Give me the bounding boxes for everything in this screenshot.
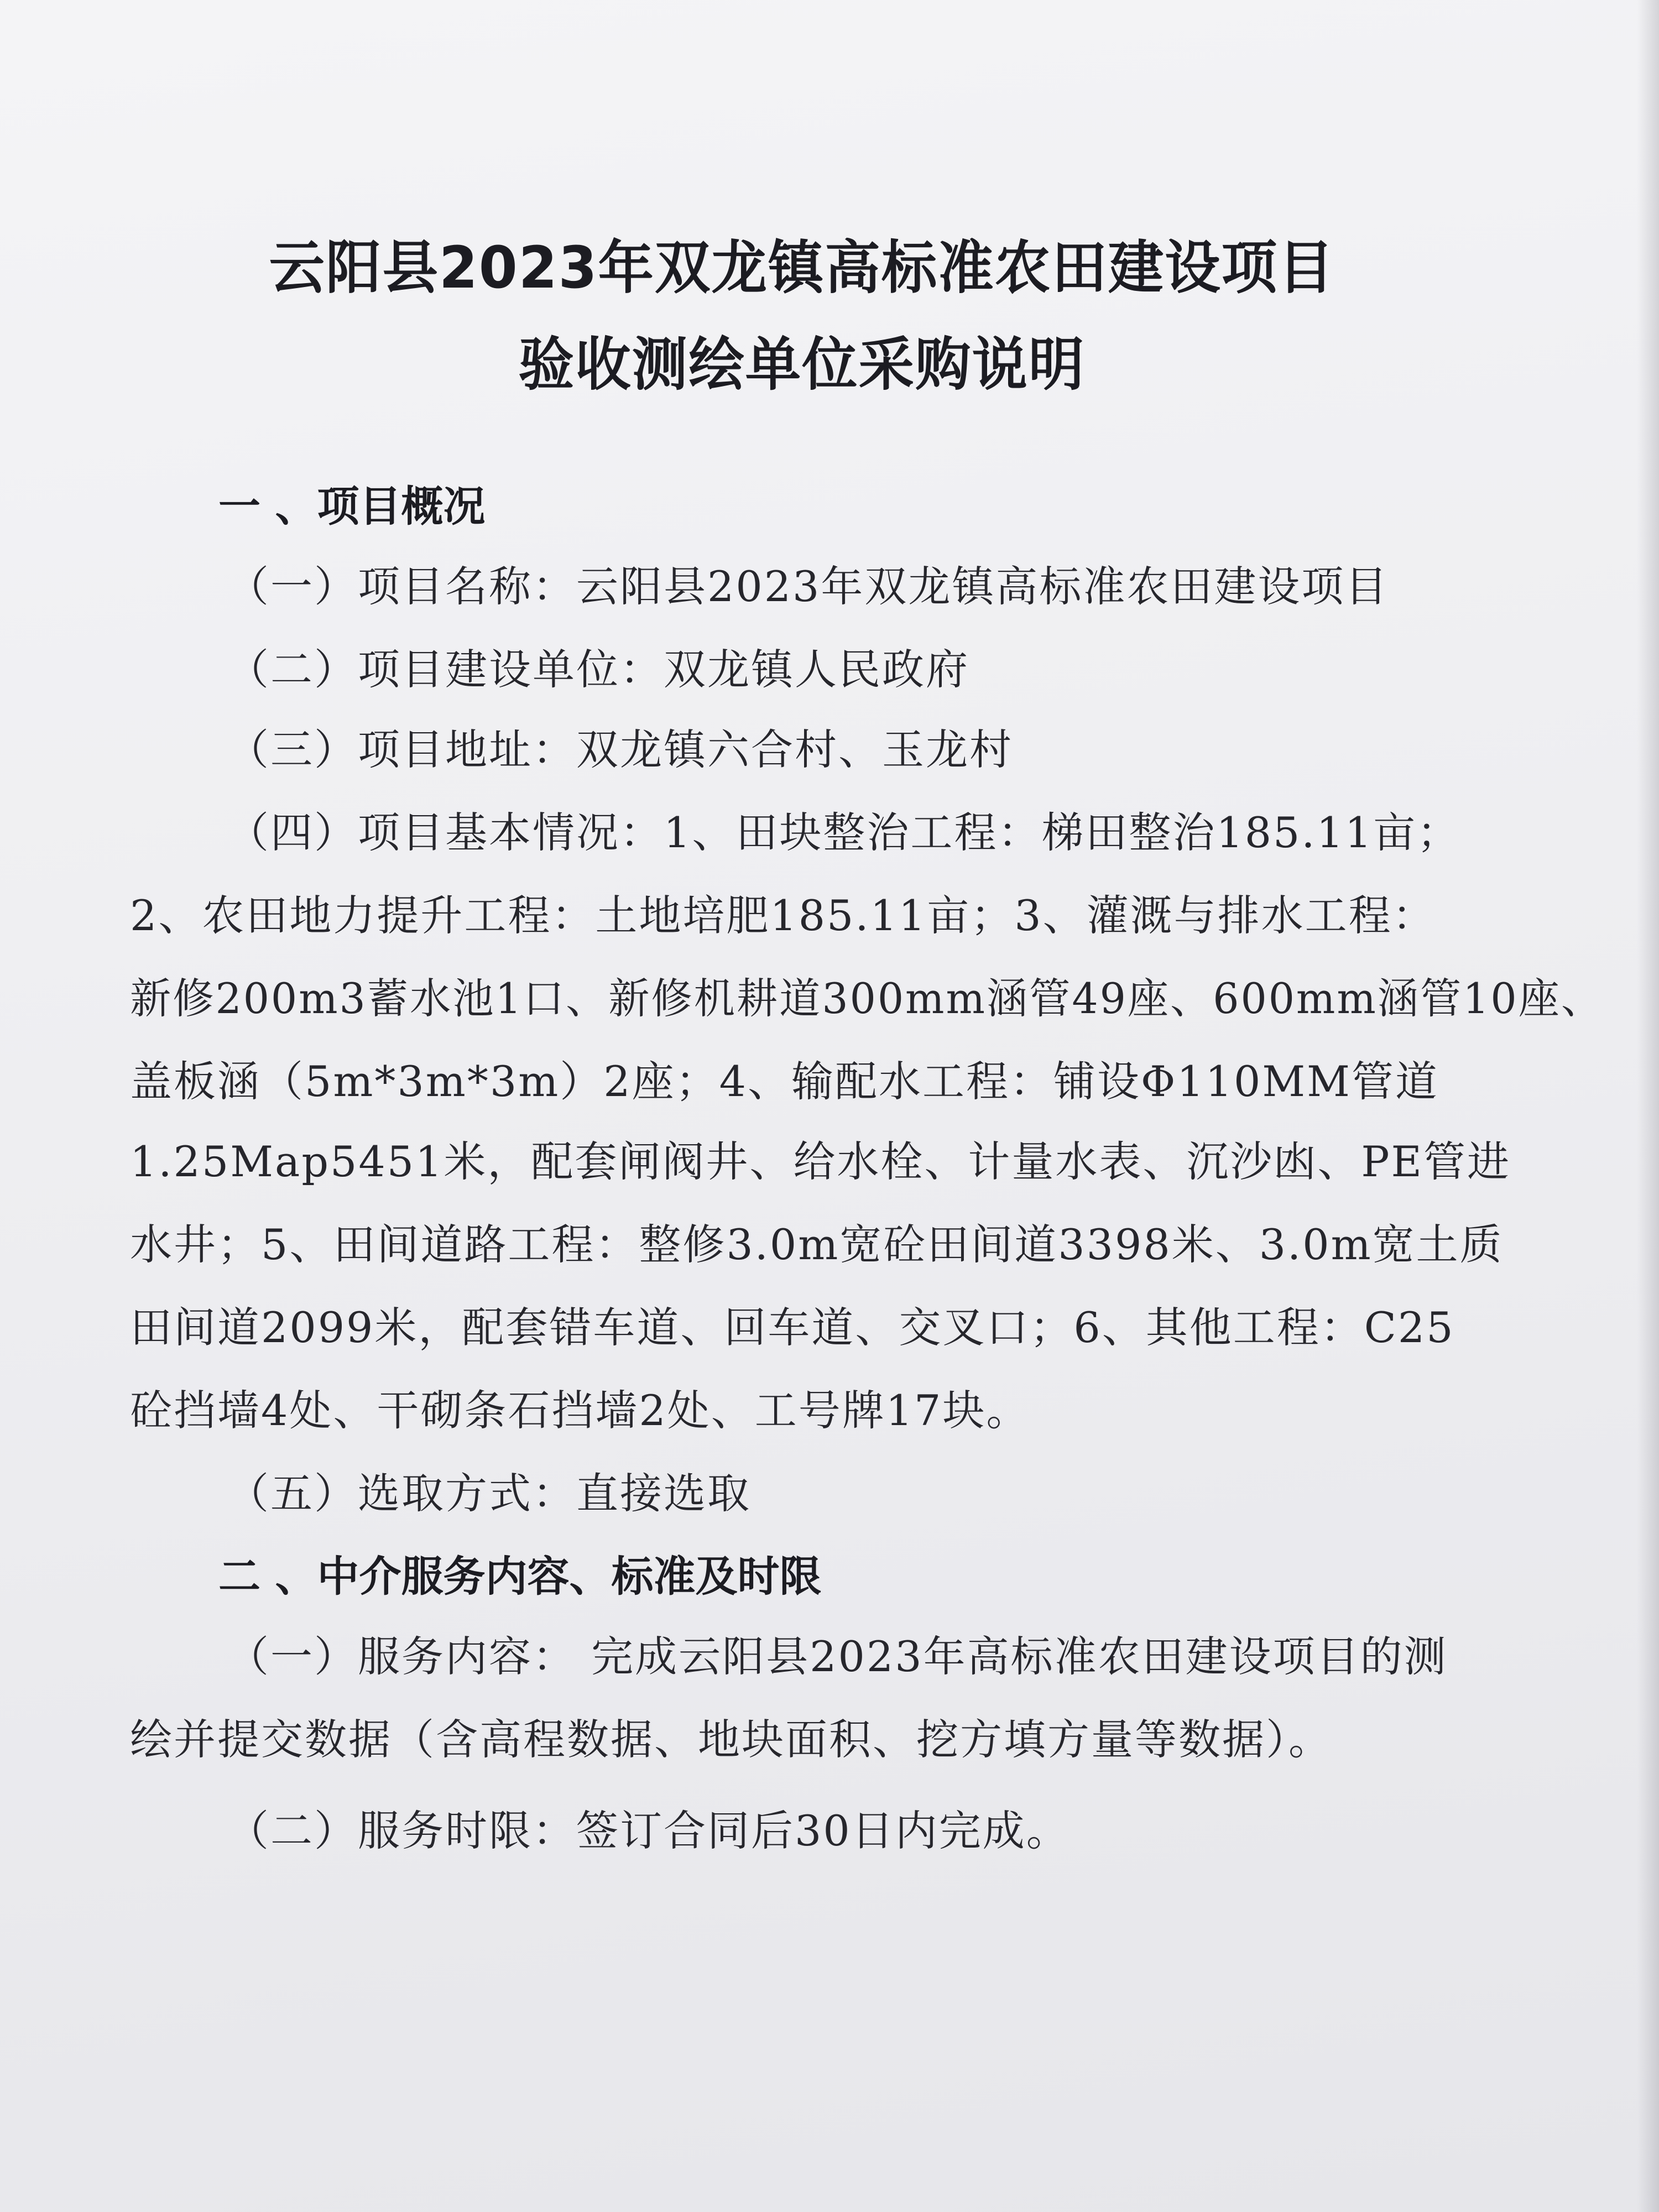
selection-method-line: （五）选取方式：直接选取 (227, 1469, 751, 1518)
service-content-line: 绘并提交数据（含高程数据、地块面积、挖方填方量等数据）。 (130, 1715, 1332, 1764)
project-overview-line: （四）项目基本情况：1、田块整治工程：梯田整治185.11亩； (227, 808, 1461, 857)
project-overview-line: 砼挡墙4处、干砌条石挡墙2处、工号牌17块。 (130, 1386, 1030, 1435)
project-overview-line: 盖板涵（5m*3m*3m）2座；4、输配水工程：铺设Φ110MM管道 (130, 1057, 1439, 1106)
section-2-heading: 二 、中介服务内容、标准及时限 (218, 1552, 822, 1601)
project-name-line: （一）项目名称：云阳县2023年双龙镇高标准农田建设项目 (227, 562, 1389, 611)
project-overview-line: 1.25Map5451米，配套闸阀井、给水栓、计量水表、沉沙凼、PE管进 (130, 1137, 1511, 1186)
service-deadline-line: （二）服务时限：签订合同后30日内完成。 (227, 1806, 1070, 1855)
page-edge-shadow (1637, 0, 1659, 2212)
section-1-heading: 一 、项目概况 (218, 482, 486, 531)
document-title-line-1: 云阳县2023年双龙镇高标准农田建设项目 (269, 234, 1335, 301)
project-overview-line: 田间道2099米，配套错车道、回车道、交叉口；6、其他工程：C25 (130, 1303, 1455, 1352)
project-overview-line: 2、农田地力提升工程：土地培肥185.11亩；3、灌溉与排水工程： (130, 891, 1436, 940)
project-overview-line: 水井；5、田间道路工程：整修3.0m宽砼田间道3398米、3.0m宽土质 (130, 1220, 1504, 1269)
document-title-line-2: 验收测绘单位采购说明 (518, 331, 1086, 398)
construction-unit-line: （二）项目建设单位：双龙镇人民政府 (227, 645, 969, 694)
project-address-line: （三）项目地址：双龙镇六合村、玉龙村 (227, 725, 1013, 774)
service-content-line: （一）服务内容： 完成云阳县2023年高标准农田建设项目的测 (227, 1632, 1448, 1681)
project-overview-line: 新修200m3蓄水池1口、新修机耕道300mm涵管49座、600mm涵管10座、 (130, 974, 1604, 1023)
